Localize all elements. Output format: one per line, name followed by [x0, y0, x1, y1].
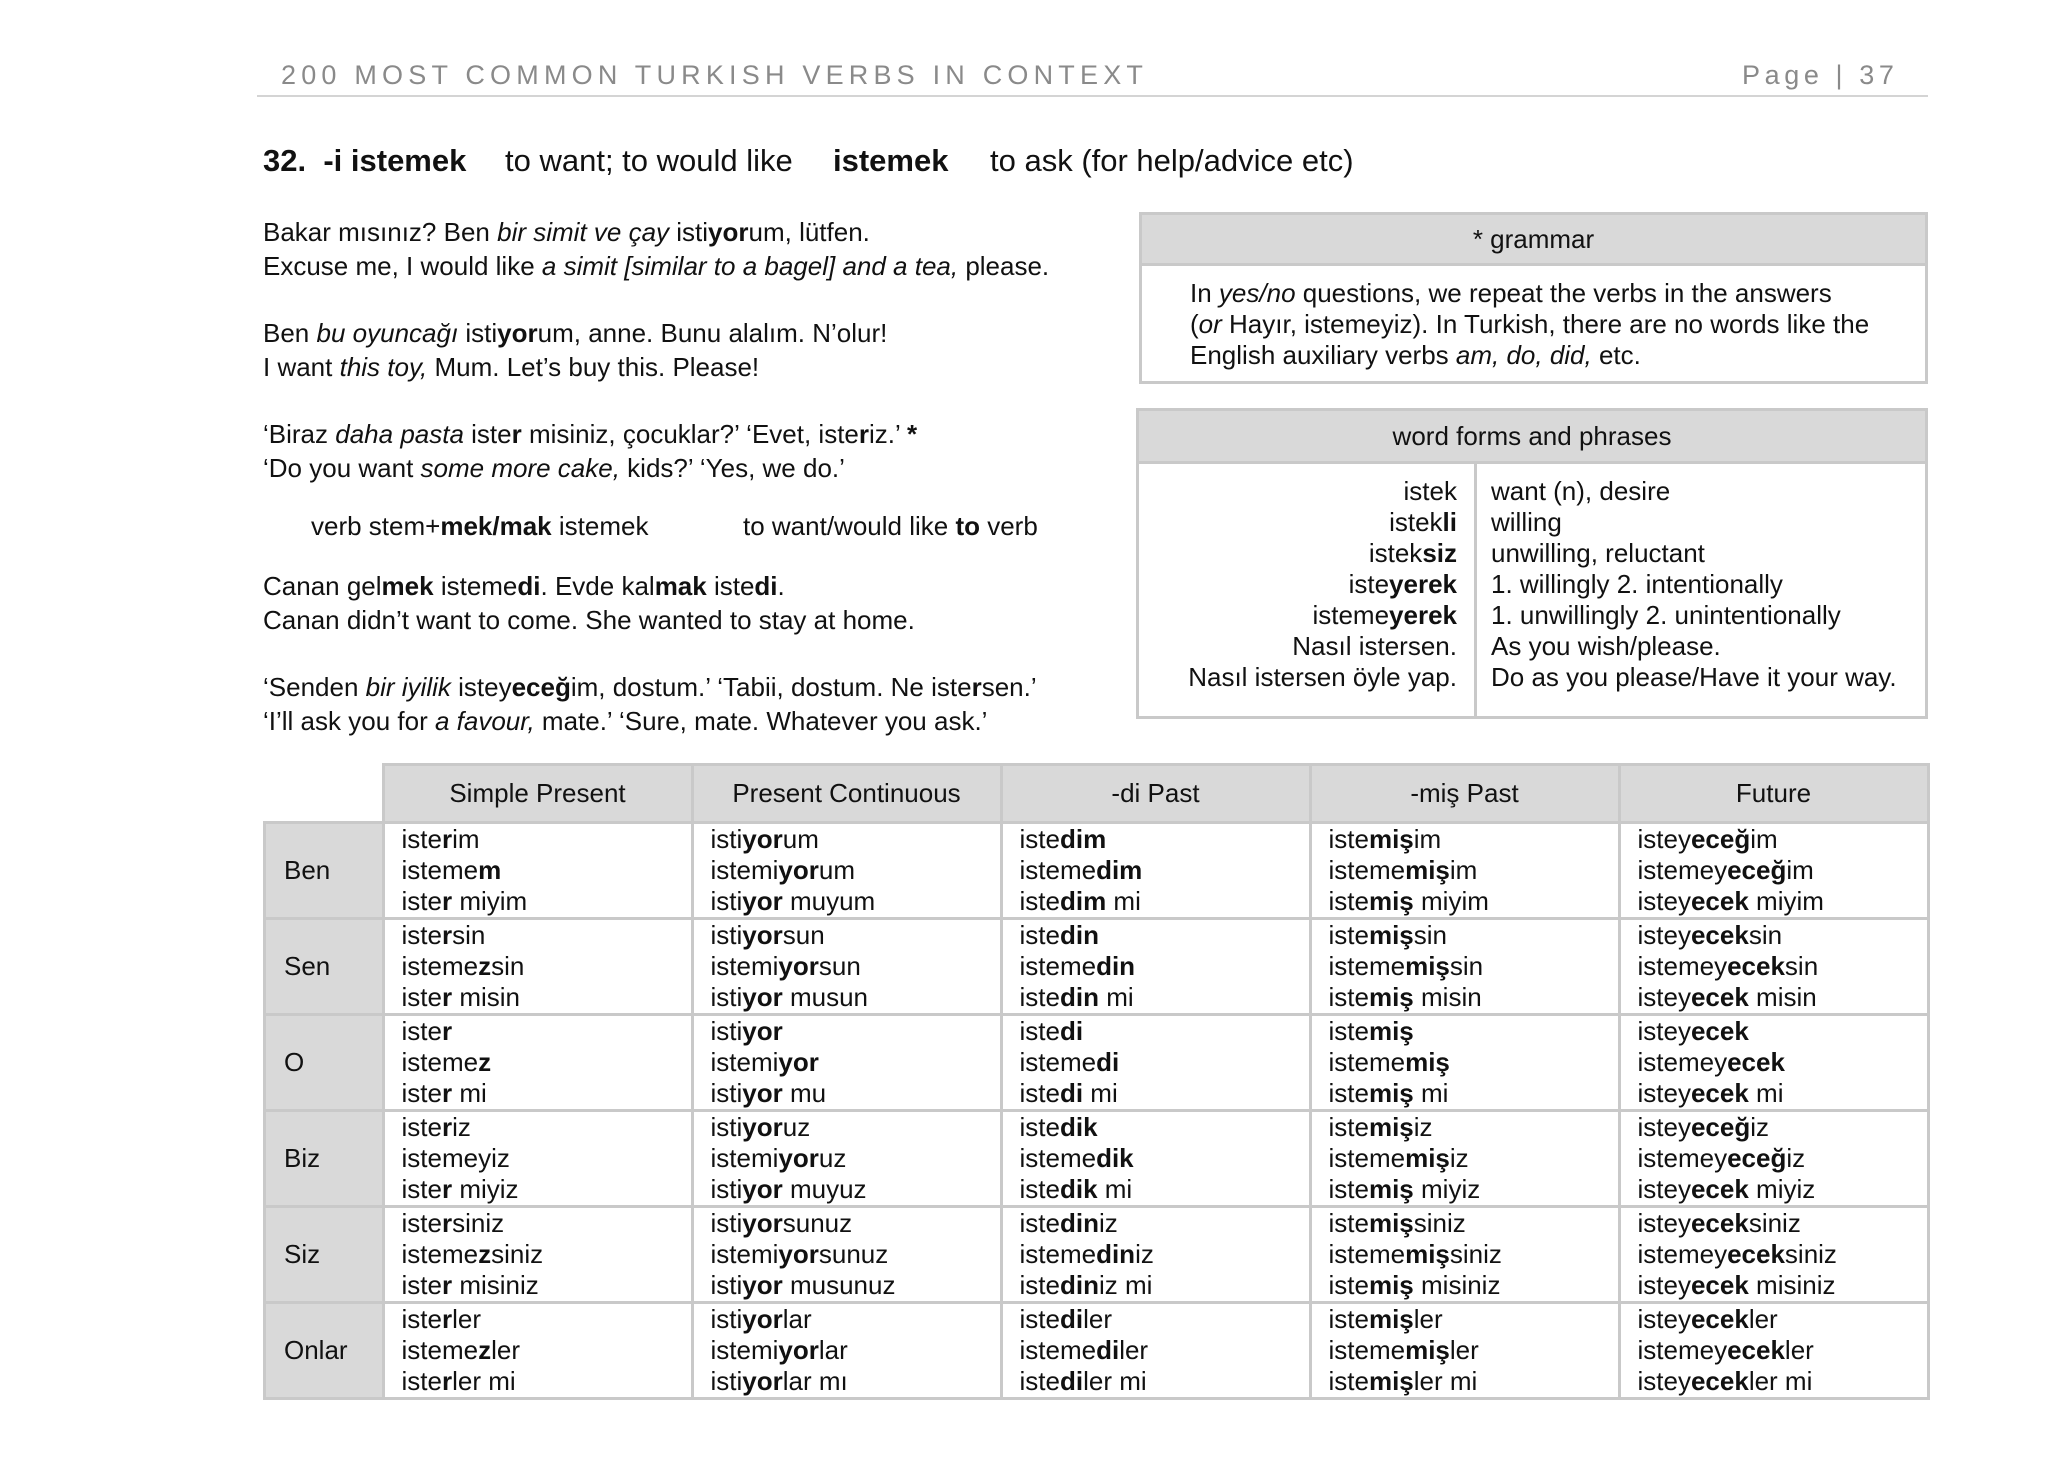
conjugation-form: istiyor muyuz — [710, 1174, 867, 1204]
conjugation-form: istemiyorlar — [710, 1335, 848, 1365]
conjugation-form: istemiş miyiz — [1328, 1174, 1481, 1204]
conjugation-form: istemiş misiniz — [1328, 1270, 1501, 1300]
conjugation-form: isteyecek misin — [1637, 982, 1817, 1012]
conjugation-cell — [1001, 1015, 1310, 1111]
conjugation-form: istemiyorum — [710, 855, 855, 885]
conjugation-cell — [692, 1111, 1001, 1207]
pronoun-cell: Onlar — [265, 1303, 384, 1399]
conjugation-form: istiyorlar mı — [710, 1366, 848, 1396]
conjugation-form: istedin — [1019, 920, 1099, 950]
conjugation-cell — [1310, 1303, 1619, 1399]
conjugation-form: isteyecekler — [1637, 1304, 1778, 1334]
conjugation-form: istemiyoruz — [710, 1143, 847, 1173]
entry-heading — [263, 143, 466, 179]
conjugation-form: isteyecek mi — [1637, 1078, 1784, 1108]
conjugation-form: istediniz mi — [1019, 1270, 1153, 1300]
conjugation-form: istemeyiz — [401, 1143, 510, 1173]
table-row — [265, 1207, 1929, 1303]
conjugation-form: istememişsin — [1328, 951, 1484, 981]
example-3-english: ‘Do you want some more cake, kids?’ ‘Yes, we do.’ — [263, 453, 845, 483]
conjugation-cell — [1310, 1015, 1619, 1111]
conjugation-form: istememiş — [1328, 1047, 1450, 1077]
conjugation-form: ister mi — [401, 1078, 487, 1108]
conjugation-form: istiyorlar — [710, 1304, 812, 1334]
running-header-title: 200 MOST COMMON TURKISH VERBS IN CONTEXT — [281, 60, 1149, 90]
conjugation-form: isteyecek — [1637, 1016, 1749, 1046]
conjugation-form: istiyor mu — [710, 1078, 827, 1108]
column-header: Simple Present — [383, 765, 692, 823]
conjugation-cell — [1310, 823, 1619, 919]
conjugation-form: istemişiz — [1328, 1112, 1433, 1142]
conjugation-form: istersin — [401, 920, 486, 950]
conjugation-form: istemediniz — [1019, 1239, 1154, 1269]
conjugation-cell — [1001, 1303, 1310, 1399]
conjugation-header-row — [265, 765, 1929, 823]
conjugation-form: istiyorsunuz — [710, 1208, 853, 1238]
conjugation-form: isterler mi — [401, 1366, 516, 1396]
conjugation-form: istedi — [1019, 1016, 1084, 1046]
example-3 — [263, 417, 917, 485]
grammar-box-title: * grammar — [1142, 215, 1925, 266]
example-4-english: Canan didn’t want to come. She wanted to stay at home. — [263, 605, 915, 635]
example-1-english: Excuse me, I would like a simit [similar to a bagel] and a tea, please. — [263, 251, 1050, 281]
conjugation-form: istediniz — [1019, 1208, 1118, 1238]
entry-verb-1: -i istemek — [323, 143, 467, 178]
word-forms-english-column — [1491, 476, 1897, 693]
pronoun-cell: Sen — [265, 919, 384, 1015]
conjugation-cell — [1619, 1303, 1928, 1399]
example-5-english: ‘I’ll ask you for a favour, mate.’ ‘Sure, mate. Whatever you ask.’ — [263, 706, 988, 736]
conjugation-form: istemiyorsunuz — [710, 1239, 889, 1269]
conjugation-cell — [1001, 919, 1310, 1015]
conjugation-form: istemiyor — [710, 1047, 819, 1077]
conjugation-form: istemeyeceğiz — [1637, 1143, 1806, 1173]
example-4-turkish: Canan gelmek istemedi. Evde kalmak istedi. — [263, 571, 785, 601]
example-2-english: I want this toy, Mum. Let’s buy this. Please! — [263, 352, 760, 382]
grammar-note-marker: * — [907, 419, 918, 449]
conjugation-cell — [1619, 919, 1928, 1015]
conjugation-cell — [1001, 1111, 1310, 1207]
conjugation-form: istiyor — [710, 1016, 783, 1046]
conjugation-form: isterler — [401, 1304, 481, 1334]
conjugation-form: isterim — [401, 824, 480, 854]
column-header: -miş Past — [1310, 765, 1619, 823]
conjugation-form: istemedi — [1019, 1047, 1120, 1077]
conjugation-form: istemişler mi — [1328, 1366, 1478, 1396]
conjugation-form: isteyecek miyiz — [1637, 1174, 1816, 1204]
example-2-turkish: Ben bu oyuncağı istiyorum, anne. Bunu alalım. N’olur! — [263, 318, 888, 348]
conjugation-form: istemedin — [1019, 951, 1136, 981]
conjugation-form: istemem — [401, 855, 502, 885]
conjugation-cell — [1619, 1207, 1928, 1303]
conjugation-cell — [692, 1207, 1001, 1303]
conjugation-form: istersiniz — [401, 1208, 505, 1238]
example-1 — [263, 215, 1049, 283]
pronoun-cell: Siz — [265, 1207, 384, 1303]
word-form-en: want (n), desire — [1491, 476, 1671, 506]
rule-pattern: verb stem+mek/mak istemek — [311, 511, 649, 541]
conjugation-form: istememişim — [1328, 855, 1478, 885]
header-divider — [257, 95, 1928, 97]
table-row — [265, 823, 1929, 919]
word-form-en: As you wish/please. — [1491, 631, 1721, 661]
conjugation-table — [263, 763, 1930, 1400]
conjugation-cell — [1619, 823, 1928, 919]
conjugation-form: istemedim — [1019, 855, 1143, 885]
conjugation-form: istememişsiniz — [1328, 1239, 1502, 1269]
conjugation-form: istemeyecekler — [1637, 1335, 1814, 1365]
conjugation-form: istedim mi — [1019, 886, 1141, 916]
entry-meaning-1: to want; to would like — [505, 143, 793, 178]
column-header: -di Past — [1001, 765, 1310, 823]
conjugation-form: isteyecekler mi — [1637, 1366, 1813, 1396]
rule-meaning: to want/would like to verb — [743, 511, 1038, 541]
example-5-turkish: ‘Senden bir iyilik isteyeceğim, dostum.’ ‘Tabii, dostum. Ne istersen.’ — [263, 672, 1037, 702]
conjugation-cell — [1310, 919, 1619, 1015]
conjugation-form: isteyecek misiniz — [1637, 1270, 1836, 1300]
word-form-en: 1. willingly 2. intentionally — [1491, 569, 1783, 599]
conjugation-form: istiyoruz — [710, 1112, 811, 1142]
example-2 — [263, 316, 887, 384]
conjugation-form: istemeyecek — [1637, 1047, 1785, 1077]
word-form-tr: istemeyerek — [1312, 600, 1457, 630]
conjugation-form: istemeyeceksiniz — [1637, 1239, 1837, 1269]
table-row — [265, 1111, 1929, 1207]
word-forms-divider — [1474, 461, 1477, 716]
example-1-turkish: Bakar mısınız? Ben bir simit ve çay istiyorum, lütfen. — [263, 217, 870, 247]
conjugation-form: ister misin — [401, 982, 520, 1012]
conjugation-form: istedim — [1019, 824, 1107, 854]
conjugation-cell — [383, 1207, 692, 1303]
conjugation-form: istemişsiniz — [1328, 1208, 1466, 1238]
conjugation-cell — [383, 1111, 692, 1207]
conjugation-form: istemişsin — [1328, 920, 1448, 950]
conjugation-cell — [1310, 1207, 1619, 1303]
conjugation-form: istemiş mi — [1328, 1078, 1449, 1108]
conjugation-form: istemiş miyim — [1328, 886, 1489, 916]
conjugation-form: istediler mi — [1019, 1366, 1147, 1396]
conjugation-form: isteyeceğim — [1637, 824, 1778, 854]
conjugation-form: istiyor musun — [710, 982, 869, 1012]
word-form-tr: istekli — [1389, 507, 1457, 537]
conjugation-form: istiyorum — [710, 824, 819, 854]
conjugation-form: istemişim — [1328, 824, 1442, 854]
conjugation-cell — [1001, 823, 1310, 919]
column-header: Future — [1619, 765, 1928, 823]
conjugation-form: ister miyiz — [401, 1174, 519, 1204]
conjugation-form: isteyecek miyim — [1637, 886, 1824, 916]
column-header: Present Continuous — [692, 765, 1001, 823]
conjugation-form: istedik — [1019, 1112, 1098, 1142]
word-form-en: Do as you please/Have it your way. — [1491, 662, 1897, 692]
word-form-en: unwilling, reluctant — [1491, 538, 1705, 568]
word-form-tr: Nasıl istersen öyle yap. — [1188, 662, 1457, 692]
conjugation-form: istedin mi — [1019, 982, 1134, 1012]
conjugation-cell — [1001, 1207, 1310, 1303]
word-form-tr: isteyerek — [1348, 569, 1457, 599]
example-4 — [263, 569, 915, 637]
table-row — [265, 1015, 1929, 1111]
conjugation-form: istememişiz — [1328, 1143, 1469, 1173]
conjugation-cell — [692, 919, 1001, 1015]
conjugation-cell — [692, 1303, 1001, 1399]
conjugation-form: istediler — [1019, 1304, 1112, 1334]
word-form-tr: Nasıl istersen. — [1292, 631, 1457, 661]
conjugation-form: istememişler — [1328, 1335, 1479, 1365]
example-5 — [263, 670, 1037, 738]
conjugation-form: ister miyim — [401, 886, 528, 916]
word-form-tr: isteksiz — [1368, 538, 1457, 568]
page-number: Page | 37 — [1742, 60, 1899, 90]
pronoun-cell: Biz — [265, 1111, 384, 1207]
conjugation-cell — [383, 1303, 692, 1399]
entry-meaning-2: to ask (for help/advice etc) — [990, 143, 1354, 178]
grammar-box — [1139, 212, 1928, 384]
conjugation-form: istemedik — [1019, 1143, 1134, 1173]
conjugation-form: istemezsiniz — [401, 1239, 544, 1269]
conjugation-form: istemediler — [1019, 1335, 1149, 1365]
conjugation-cell — [1310, 1111, 1619, 1207]
conjugation-form: istemiş — [1328, 1016, 1414, 1046]
conjugation-cell — [692, 823, 1001, 919]
conjugation-cell — [1619, 1015, 1928, 1111]
word-form-en: 1. unwillingly 2. unintentionally — [1491, 600, 1841, 630]
table-row — [265, 919, 1929, 1015]
word-form-en: willing — [1491, 507, 1562, 537]
table-row — [265, 1303, 1929, 1399]
conjugation-form: istemiş misin — [1328, 982, 1482, 1012]
conjugation-form: istiyor musunuz — [710, 1270, 896, 1300]
conjugation-form: isteyeceğiz — [1637, 1112, 1770, 1142]
conjugation-cell — [383, 823, 692, 919]
conjugation-form: istemiyorsun — [710, 951, 861, 981]
entry-number: 32. — [263, 143, 307, 178]
conjugation-form: isteyeceksiniz — [1637, 1208, 1801, 1238]
conjugation-form: istemeyeceğim — [1637, 855, 1814, 885]
conjugation-cell — [383, 919, 692, 1015]
conjugation-form: istemeyeceksin — [1637, 951, 1819, 981]
conjugation-form: istemişler — [1328, 1304, 1443, 1334]
conjugation-form: ister — [401, 1016, 453, 1046]
pronoun-cell: Ben — [265, 823, 384, 919]
example-3-turkish: ‘Biraz daha pasta ister misiniz, çocuklar?’ ‘Evet, isteriz.’ * — [263, 419, 918, 449]
conjugation-form: isteriz — [401, 1112, 471, 1142]
entry-verb-2: istemek — [833, 143, 949, 178]
conjugation-form: isteyeceksin — [1637, 920, 1783, 950]
conjugation-cell — [383, 1015, 692, 1111]
conjugation-form: istemezsin — [401, 951, 525, 981]
table-corner — [265, 765, 384, 823]
conjugation-cell — [692, 1015, 1001, 1111]
conjugation-form: istiyorsun — [710, 920, 825, 950]
conjugation-form: ister misiniz — [401, 1270, 539, 1300]
word-forms-title: word forms and phrases — [1139, 411, 1925, 464]
word-forms-box — [1136, 408, 1928, 719]
conjugation-form: istemezler — [401, 1335, 520, 1365]
conjugation-form: istemez — [401, 1047, 492, 1077]
grammar-box-text: In yes/no questions, we repeat the verbs in the answers (or Hayır, istemeyiz). In Turkish, there are no words like the English auxiliary verbs am, do, did, etc. — [1190, 278, 1870, 370]
conjugation-form: istiyor muyum — [710, 886, 876, 916]
word-form-tr: istek — [1403, 476, 1457, 506]
pronoun-cell: O — [265, 1015, 384, 1111]
word-forms-turkish-column — [1139, 476, 1457, 693]
conjugation-cell — [1619, 1111, 1928, 1207]
conjugation-form: istedi mi — [1019, 1078, 1118, 1108]
conjugation-form: istedik mi — [1019, 1174, 1133, 1204]
